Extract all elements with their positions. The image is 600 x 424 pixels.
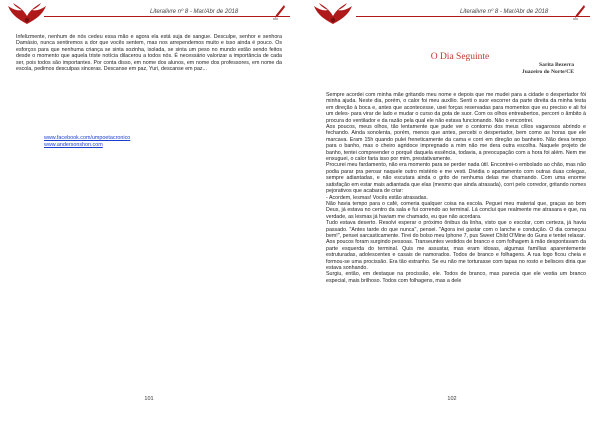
paragraph: Procurei meu fardamento, não era momento para se perder nada útil. Encontrei-o embolado ao chão, mas não podia parar pra pensar naquele outro mistério e me vesti. Dividia o apartamento com outras duas colegas, sempre adiantadas, e não escutara ainda o grito de nenhuma delas me chamando. Com uma enorme satisfação em estar mais adiantada que elas (mesmo que ainda atrasada), corri pelo corredor, gritando nomes pejorativos que acabara de criar: (326, 162, 586, 195)
quill-pen-icon (272, 4, 286, 20)
author-location: Juazeiro do Norte/CE (521, 69, 574, 75)
header-title: Literalivre nº 8 - Mar/Abr de 2018 (460, 9, 549, 15)
paragraph: Aos poucos foram surgindo pessoas. Transeuntes vestidos de branco e com folhagem à mão despontavam da parte esquerda do terminal. Quis me assustar, mas eram idosas, algumas famílias aparentemente estruturadas, adolescentes e casais de namorados. Todos de branco e folhagens. A rua logo ficou cheia e formou-se uma procissão. Era tão estranho. Se eu não me torturasse com tapas no rosto e belisces diria que estava sonhando. (326, 239, 586, 271)
header-rule (356, 16, 590, 17)
winged-logo-icon (312, 2, 354, 28)
left-body-text (16, 34, 282, 72)
paragraph: - Acordem, lesmas! Vocês estão atrasadas. (326, 194, 428, 201)
author-info (522, 62, 574, 76)
page-number: 101 (144, 396, 154, 402)
paragraph: Aos poucos, meus olhos, tão lentamente que pude ver o contorno dos meus cílios vagarosos abrindo e fechando. Ainda sonolenta, porém, menos que antes, percebi o despertador, bem como as horas que ele marcava. Eram 15h quando pulei freneticamente da cama e corri em direção ao banheiro. Não deva tempo para o banho, mas o cheiro agridoce impregnado a mim não me dera outra escolha. Naquele projeto de banho, tentei compreender o porquê daquela essência, todavia, a preocupação com a hora foi além. Nem me enxuguei, o calor faria isso por mim, prestativamente. (326, 124, 586, 163)
right-body-text (326, 92, 586, 284)
paragraph: Tudo estava deserto. Resolvi esperar o próximo ônibus da linha, visto que o escolar, com certeza, já havia passado. "Antes tarde do que nunca", pensei. "Agora irei gastar com o lanche e condução. O dia começou bem!", pensei sarcasticamente. Tirei do bolso meu Iphone 7, pus Sweet Child O'Mine do Guns e tentei relaxar. (326, 220, 586, 239)
website-link[interactable]: www.andersonshon.com (44, 141, 103, 148)
facebook-link[interactable]: www.facebook.com/umpoetacronico (44, 135, 131, 141)
paragraph: Sempre acordei com minha mãe gritando meu nome e depois que me mudei para a cidade o despertador fói minha ajuda. Neste dia, porém, o calor foi meu auxílio. Senti o suor escorrer da parte direita da minha testa em direção à boca e, antes que acontecesse, usei forças reservadas para momentos que eu preciso e ali foi um deles- para virar de lado e mudar o curso da gota de suor. Com os olhos entreabertos, percorri o âmbito à procura do ventilador e da razão pela qual ele não estava funcionando. Não o encontrei. (326, 92, 586, 124)
page-number: 102 (447, 396, 457, 402)
story-title: O Dia Seguinte (430, 52, 490, 62)
header-title: Literalivre nº 8 - Mar/Abr de 2018 (150, 9, 239, 15)
quill-pen-icon (572, 4, 586, 20)
paragraph: Não havia tempo para o café, comeria qualquer coisa na escola. Peguei meu material que, graças ao bom Deus, já estava no centro da sala e fui correndo ao terminal. Lá conclui que realmente me atrasara e que, na verdade, as lesmas já haviam me chamado, eu que não acordara. (326, 200, 586, 220)
paragraph: Surgiu, então, em destaque na procissão, ele. Todos de branco, mas parecia que ele vestia um branco especial, mais brilhoso. Todos com folhagens, mas a dele (326, 271, 586, 284)
author-links (44, 135, 130, 148)
header-rule (44, 16, 290, 17)
author-name: Sarita Bezerra (539, 62, 574, 68)
paragraph: Infelizmente, nenhum de nós cedeu essa mão e agora ela está suja de sangue. Desculpe, senhor e senhora Damásio, nunca sentiremos a dor que vocês sentem, mas nos arrependemos muito e isso ainda é pouco. Os esforços para que nenhuma criança se sinta sozinha, isolada, se sinta um peso no mundo estão sendo feitos desde o momento que aquela triste notícia dilacerou a todos nós. É necessário valorizar a importância de cada ser, pois todos são importantes. Por conta disso, em nome dos alunos, em nome dos professores, em nome da escola, pedimos desculpas sinceras. Descanse em paz, Yuri, descanse em paz... (16, 34, 282, 73)
winged-logo-icon (6, 2, 48, 28)
